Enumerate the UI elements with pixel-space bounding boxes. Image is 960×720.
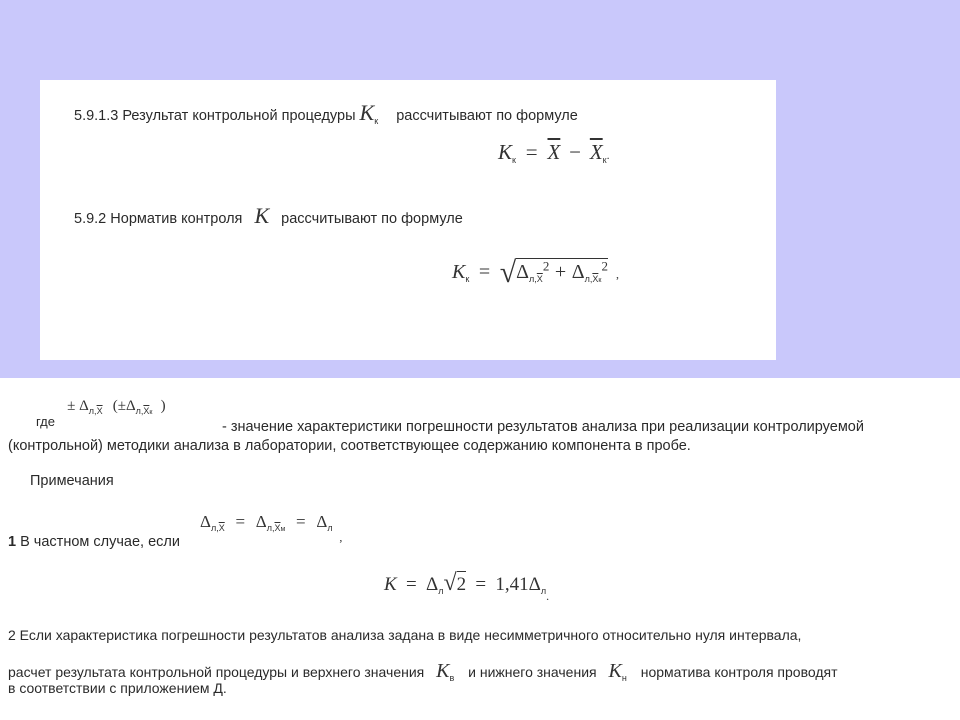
note-1-result-delta-sub: л [438, 586, 444, 596]
section-2-heading-symbol: K [254, 203, 270, 228]
formula-2-delta-1-sub-x: X [536, 274, 543, 284]
note-2-line-3: в соответствии с приложением Д. [8, 680, 227, 696]
note-1-eq-2: = [296, 512, 306, 531]
formula-2-lhs-sub: к [465, 274, 470, 284]
section-1-heading-symbol: K [359, 100, 375, 125]
formula-1-minus: − [569, 140, 581, 164]
note-1-sub-2-x: X [274, 523, 281, 533]
where-formula [36, 397, 166, 429]
note-1-eq-1: = [235, 512, 246, 531]
section-1-heading-symbol-sub: к [374, 116, 379, 126]
formula-1-x: $\overline{X}$ [547, 140, 561, 164]
note-1-delta-1: Δ [200, 512, 211, 531]
section-1-formula [498, 140, 610, 165]
note-1-result-end: . [546, 589, 550, 603]
where-paren-close: ) [160, 398, 166, 414]
formula-2-delta-1: Δ [516, 261, 530, 283]
note-1-formula [200, 512, 343, 544]
note-2-line-2-a: расчет результата контрольной процедуры и верхнего значения [8, 664, 425, 680]
note-1-result-eq-2: = [475, 574, 487, 595]
formula-2-plus: + [554, 261, 567, 283]
where-pm-delta: ± Δ [67, 398, 89, 414]
where-pm-sub-x: X [96, 406, 103, 416]
note-1-number: 1 [8, 534, 17, 550]
section-2-formula [452, 252, 619, 289]
section-2-heading-tail: рассчитывают по формуле [281, 211, 463, 227]
formula-1-eq: = [525, 140, 538, 164]
note-2-symbol-lower: K [608, 660, 622, 682]
formula-2-delta-2-sub: л, [584, 274, 593, 284]
where-pm-sub: л, [88, 406, 97, 416]
note-1-end: , [339, 530, 343, 544]
formula-1-end: . [606, 148, 610, 162]
where-label: где [36, 414, 55, 429]
formula-2-delta-1-sub: л, [529, 274, 537, 284]
note-1-sub-3: л [327, 523, 333, 533]
formula-2-end: , [615, 267, 619, 281]
note-2-symbol-lower-sub: н [621, 673, 627, 683]
note-1-line [8, 534, 180, 550]
note-1-result-delta: Δ [425, 574, 439, 595]
formula-1-x2-sub: к [602, 155, 607, 165]
formula-2-delta-2-sub-xsub: к [598, 277, 602, 284]
formula-1-lhs: K [498, 140, 513, 164]
section-2-heading-text: 5.9.2 Норматив контроля [74, 211, 243, 227]
note-1-result-formula [384, 570, 550, 603]
where-paren-sub: л, [135, 406, 144, 416]
formula-2-delta-2: Δ [571, 261, 585, 283]
sqrt-icon: √ [499, 256, 517, 289]
formula-1-lhs-sub: к [512, 155, 516, 165]
note-1-sub-1: л, [210, 523, 219, 533]
note-1-text: В частном случае, если [20, 534, 180, 550]
formula-2-delta-2-sub-x: X [592, 274, 599, 284]
note-1-result-root-value: 2 [457, 571, 467, 595]
where-paren-delta: (±Δ [112, 398, 136, 414]
note-1-sub-1-x: X [218, 523, 225, 533]
note-2-line-1: 2 Если характеристика погрешности результатов анализа задана в виде несимметричного относительно нуля интервала, [8, 627, 802, 643]
formula-1-x2: $\overline{X}$ [589, 140, 603, 164]
section-1-heading [74, 100, 578, 126]
where-paren-sub-xsub: к [149, 409, 153, 416]
note-2-symbol-upper: K [436, 660, 450, 682]
note-2-line-2-b: и нижнего значения [468, 664, 597, 680]
sqrt-icon: √ [443, 570, 457, 596]
note-1-delta-2: Δ [255, 512, 267, 531]
section-1-heading-tail: рассчитывают по формуле [396, 108, 578, 124]
formula-2-lhs: K [452, 261, 466, 283]
formula-2-power-2: 2 [601, 258, 608, 274]
formula-2-radicand [516, 258, 608, 283]
formula-2-eq: = [478, 261, 491, 283]
where-description-line-2: (контрольной) методики анализа в лаборатории, соответствующее содержанию компонента в пробе. [8, 438, 691, 454]
where-description-line-1: - значение характеристики погрешности результатов анализа при реализации контролируемой [222, 419, 864, 435]
note-1-result-eq: = [405, 574, 417, 595]
note-1-result-lhs: K [384, 574, 397, 595]
note-1-sub-2-xsub: м [280, 526, 286, 533]
note-2-symbol-upper-sub: в [449, 673, 455, 683]
notes-title: Примечания [30, 473, 114, 489]
section-1-heading-text: 5.9.1.3 Результат контрольной процедуры [74, 108, 356, 124]
note-1-result-coef-sub: л [540, 586, 547, 596]
formula-2-power-1: 2 [542, 258, 550, 274]
section-2-heading [74, 203, 463, 229]
where-paren-sub-x: X [143, 406, 150, 416]
note-1-sub-2: л, [266, 523, 275, 533]
note-2-line-2-c: норматива контроля проводят [640, 664, 838, 680]
note-1-delta-3: Δ [316, 512, 328, 531]
note-1-result-coef: 1,41Δ [495, 574, 541, 595]
